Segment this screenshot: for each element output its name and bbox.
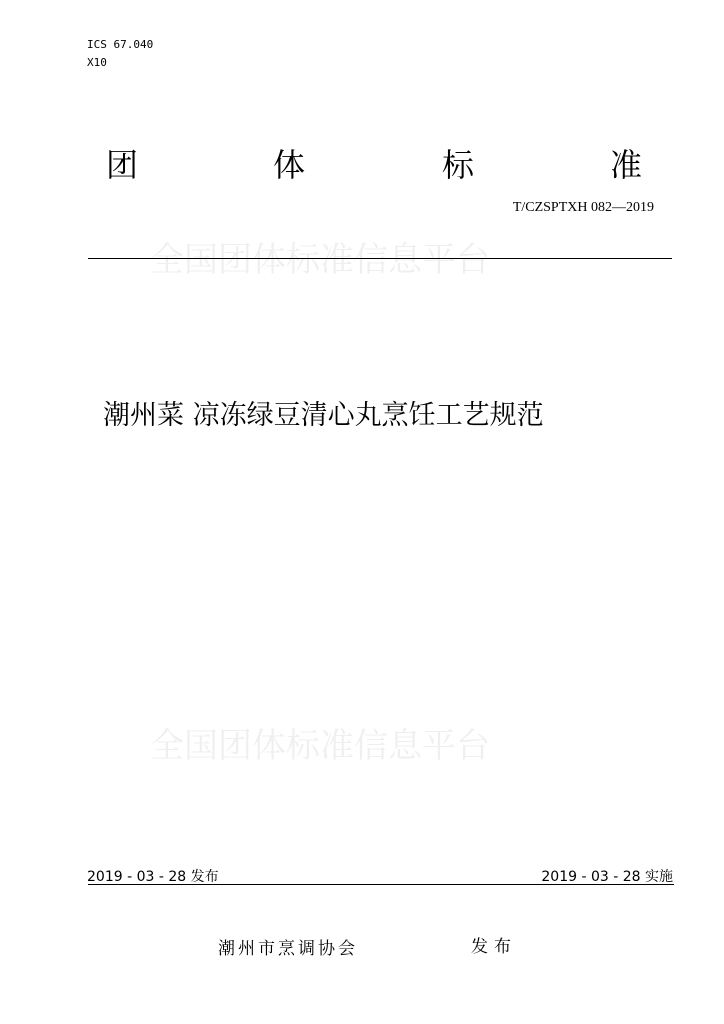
standard-type-char-1: 团 — [106, 146, 139, 184]
watermark-bottom: 全国团体标准信息平台 — [150, 726, 490, 766]
standard-type-char-4: 准 — [610, 146, 643, 184]
header-divider — [88, 258, 672, 259]
publisher-name: 潮州市烹调协会 — [218, 939, 358, 959]
classification-code: X10 — [87, 56, 107, 69]
footer-divider — [88, 884, 674, 885]
watermark-top: 全国团体标准信息平台 — [150, 240, 490, 280]
document-title: 潮州菜 凉冻绿豆清心丸烹饪工艺规范 — [103, 400, 544, 431]
standard-type-char-2: 体 — [273, 146, 306, 184]
issue-label: 发布 — [471, 937, 517, 957]
publish-date: 2019 - 03 - 28 发布 — [87, 869, 219, 885]
standard-number: T/CZSPTXH 082—2019 — [512, 200, 654, 215]
ics-code: ICS 67.040 — [87, 38, 154, 51]
implement-date: 2019 - 03 - 28 实施 — [541, 869, 673, 885]
standard-type-char-3: 标 — [442, 146, 475, 184]
